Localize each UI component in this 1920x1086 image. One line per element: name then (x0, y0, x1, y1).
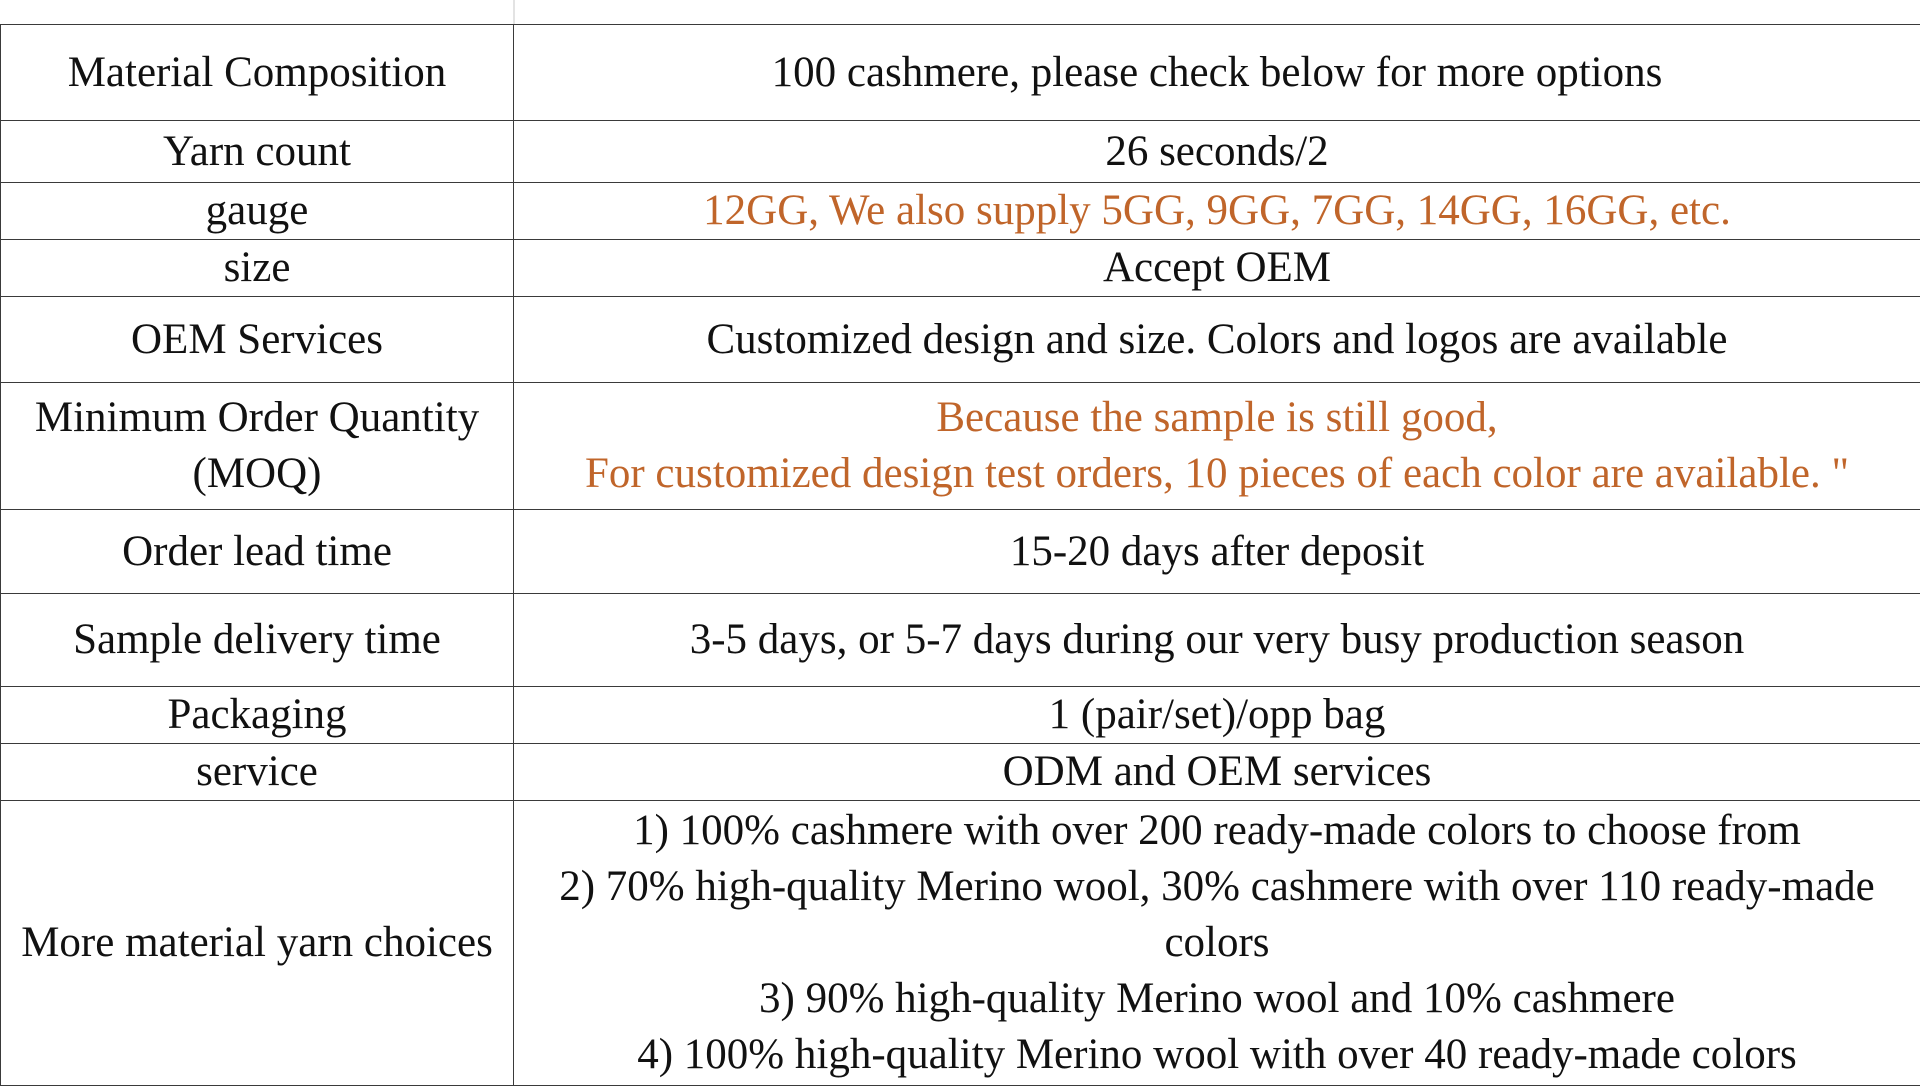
spec-value-line: 1) 100% cashmere with over 200 ready-made colors to choose from (520, 803, 1914, 859)
spec-row-gauge (1, 183, 1920, 240)
spec-label-line: size (7, 240, 507, 296)
spec-value-line: Accept OEM (520, 240, 1914, 296)
top-divider (513, 0, 515, 24)
spec-value-line: Customized design and size. Colors and logos are available (520, 312, 1914, 368)
spec-value (514, 383, 1920, 510)
spec-row-yarn-count (1, 121, 1920, 183)
spec-value (514, 510, 1920, 594)
spec-value-line: ODM and OEM services (520, 744, 1914, 800)
spec-value-line: 12GG, We also supply 5GG, 9GG, 7GG, 14GG, 16GG, etc. (520, 183, 1914, 239)
spec-label-line: Material Composition (7, 45, 507, 101)
spec-label-line: Sample delivery time (7, 612, 507, 668)
spec-row-service (1, 744, 1920, 801)
spec-value-line: For customized design test orders, 10 pieces of each color are available. " (520, 446, 1914, 502)
spec-row-more-material-yarn-choices (1, 801, 1920, 1086)
spec-value (514, 744, 1920, 801)
spec-value (514, 297, 1920, 383)
spec-label-line: Packaging (7, 687, 507, 743)
spec-value (514, 25, 1920, 121)
spec-label (1, 383, 514, 510)
spec-value (514, 801, 1920, 1086)
spec-row-material-composition (1, 25, 1920, 121)
spec-value-line: 100 cashmere, please check below for more options (520, 45, 1914, 101)
spec-label (1, 240, 514, 297)
spec-value (514, 594, 1920, 687)
spec-label-line: gauge (7, 183, 507, 239)
spec-value (514, 687, 1920, 744)
spec-row-moq (1, 383, 1920, 510)
spec-row-packaging (1, 687, 1920, 744)
spec-value-line: 15-20 days after deposit (520, 524, 1914, 580)
spec-value (514, 121, 1920, 183)
spec-value-line: 4) 100% high-quality Merino wool with over 40 ready-made colors (520, 1027, 1914, 1083)
spec-row-sample-delivery-time (1, 594, 1920, 687)
spec-label (1, 687, 514, 744)
spec-row-size (1, 240, 1920, 297)
spec-row-order-lead-time (1, 510, 1920, 594)
spec-label-line: Yarn count (7, 124, 507, 180)
spec-label-line: Order lead time (7, 524, 507, 580)
spec-label-line: OEM Services (7, 312, 507, 368)
spec-label (1, 801, 514, 1086)
spec-label-line: Minimum Order Quantity (7, 390, 507, 446)
spec-label (1, 297, 514, 383)
spec-value-line: 26 seconds/2 (520, 124, 1914, 180)
spec-value-line: 1 (pair/set)/opp bag (520, 687, 1914, 743)
product-spec-table (0, 24, 1920, 1086)
spec-label (1, 183, 514, 240)
spec-label-line: service (7, 744, 507, 800)
spec-label (1, 510, 514, 594)
spec-label-line: (MOQ) (7, 446, 507, 502)
spec-row-oem-services (1, 297, 1920, 383)
spec-value-line: colors (520, 915, 1914, 971)
spec-value (514, 183, 1920, 240)
spec-value-line: Because the sample is still good, (520, 390, 1914, 446)
spec-label (1, 25, 514, 121)
spec-label (1, 744, 514, 801)
spec-value-line: 3) 90% high-quality Merino wool and 10% cashmere (520, 971, 1914, 1027)
spec-label (1, 594, 514, 687)
spec-value-line: 3-5 days, or 5-7 days during our very busy production season (520, 612, 1914, 668)
spec-label (1, 121, 514, 183)
spec-label-line: More material yarn choices (7, 915, 507, 971)
spec-value (514, 240, 1920, 297)
spec-value-line: 2) 70% high-quality Merino wool, 30% cashmere with over 110 ready-made (520, 859, 1914, 915)
